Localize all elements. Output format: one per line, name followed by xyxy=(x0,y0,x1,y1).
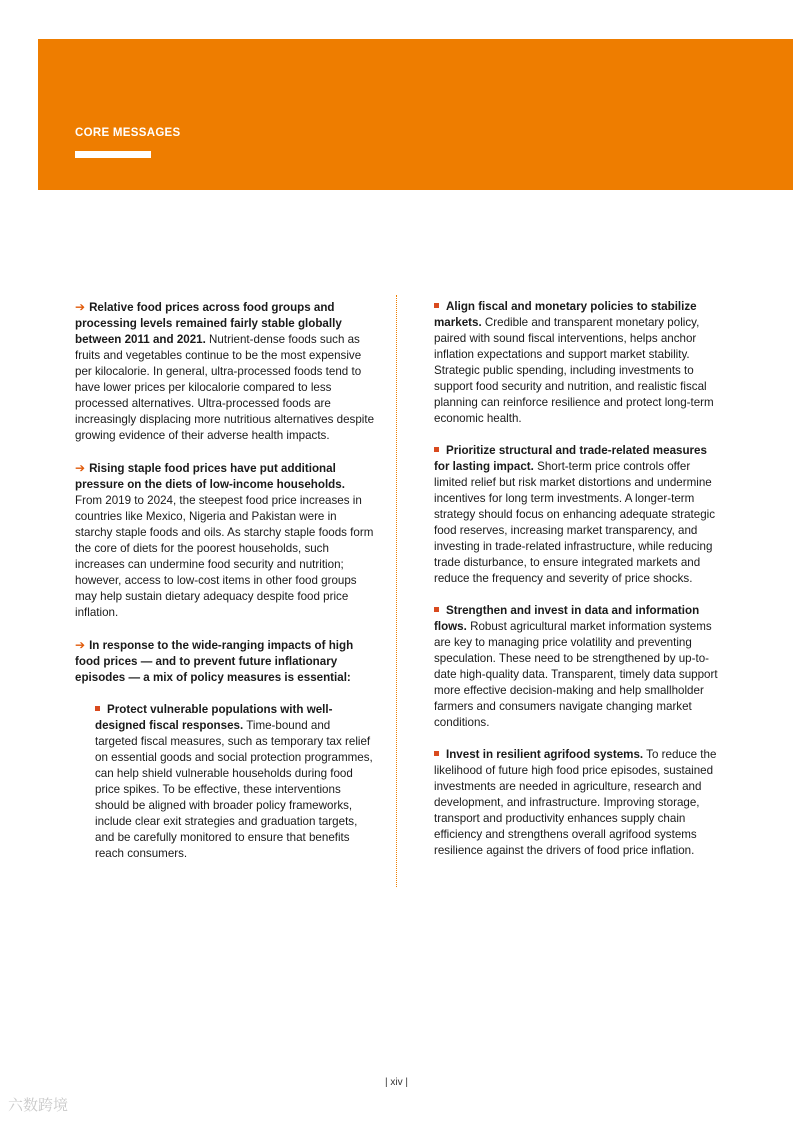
policy-measure-agrifood: Invest in resilient agrifood systems. To reduce the likelihood of future high food price episodes, sustained investments are needed in agriculture, research and development, and infrastructure. Improving storage, transport and productivity enhances supply chain efficiency and strengthens overall agrifood systems resilience against the drivers of food price inflation. xyxy=(434,748,717,857)
policy-measure-fiscal: Protect vulnerable populations with well-designed fiscal responses. Time-bound and targeted fiscal measures, such as temporary tax relief on essential goods and social protection programmes, can help shield vulnerable households during food price spikes. To be effective, these interventions should be aligned with broader policy frameworks, include clear exit strategies and graduation targets, and be carefully monitored to ensure that benefits reach consumers. xyxy=(95,703,373,860)
square-bullet-icon xyxy=(434,447,439,452)
square-bullet-icon xyxy=(434,303,439,308)
policy-measure-data: Strengthen and invest in data and information flows. Robust agricultural market information systems are key to managing price volatility and preventing speculation. These need to be strengthened by up-to-date high-quality data. Transparent, timely data support more effective decision-making and help smallholder farmers and consumers navigate changing market conditions. xyxy=(434,604,718,729)
title-underline xyxy=(75,151,151,158)
arrow-right-icon: ➔ xyxy=(75,638,86,652)
square-bullet-icon xyxy=(95,706,100,711)
page-number: | xiv | xyxy=(385,1077,408,1088)
policy-measure-structural: Prioritize structural and trade-related measures for lasting impact. Short-term price controls offer limited relief but risk market distortions and undermine incentives for long term investments. A longer-term strategy should focus on enhancing adequate strategic food reserves, increasing market transparency, and investing in trade-related infrastructure, while reducing trade disturbance, to ensure integrated markets and reduce the frequency and severity of price shocks. xyxy=(434,444,716,585)
header-banner xyxy=(38,39,793,190)
left-column xyxy=(75,299,375,878)
core-message-1: ➔ Relative food prices across food groups and processing levels remained fairly stable globally between 2011 and 2021. Nutrient-dense foods such as fruits and vegetables continue to be the most expensive per kilocalorie. In general, ultra-processed foods tend to have lower prices per kilocalorie compared to less processed alternatives. Ultra-processed foods are increasingly displacing more nutritious alternatives despite growing evidence of their adverse health impacts. xyxy=(75,300,375,442)
column-divider xyxy=(396,295,397,887)
core-message-2: ➔ Rising staple food prices have put additional pressure on the diets of low-income households. From 2019 to 2024, the steepest food price increases in countries like Mexico, Nigeria and Pakistan were in starchy staple foods and oils. As starchy staple foods form the core of diets for the poorest households, such increases can undermine food security and nutrition; however, access to low-cost items in other food groups may help sustain dietary adequacy despite food price inflation. xyxy=(75,461,374,619)
square-bullet-icon xyxy=(434,607,439,612)
core-message-3: ➔ In response to the wide-ranging impacts of high food prices — and to prevent future inflationary episodes — a mix of policy measures is essential: xyxy=(75,638,354,684)
square-bullet-icon xyxy=(434,751,439,756)
arrow-right-icon: ➔ xyxy=(75,461,86,475)
watermark: 六数跨境 xyxy=(8,1097,69,1114)
section-title: CORE MESSAGES xyxy=(75,127,181,139)
right-column xyxy=(434,299,719,875)
policy-measure-monetary: Align fiscal and monetary policies to stabilize markets. Credible and transparent monetary policy, paired with sound fiscal interventions, helps anchor inflation expectations and support market stability. Strategic public spending, including investments to support food security and nutrition, and realistic fiscal planning can reinforce resilience and protect long-term economic health. xyxy=(434,300,714,425)
arrow-right-icon: ➔ xyxy=(75,300,86,314)
